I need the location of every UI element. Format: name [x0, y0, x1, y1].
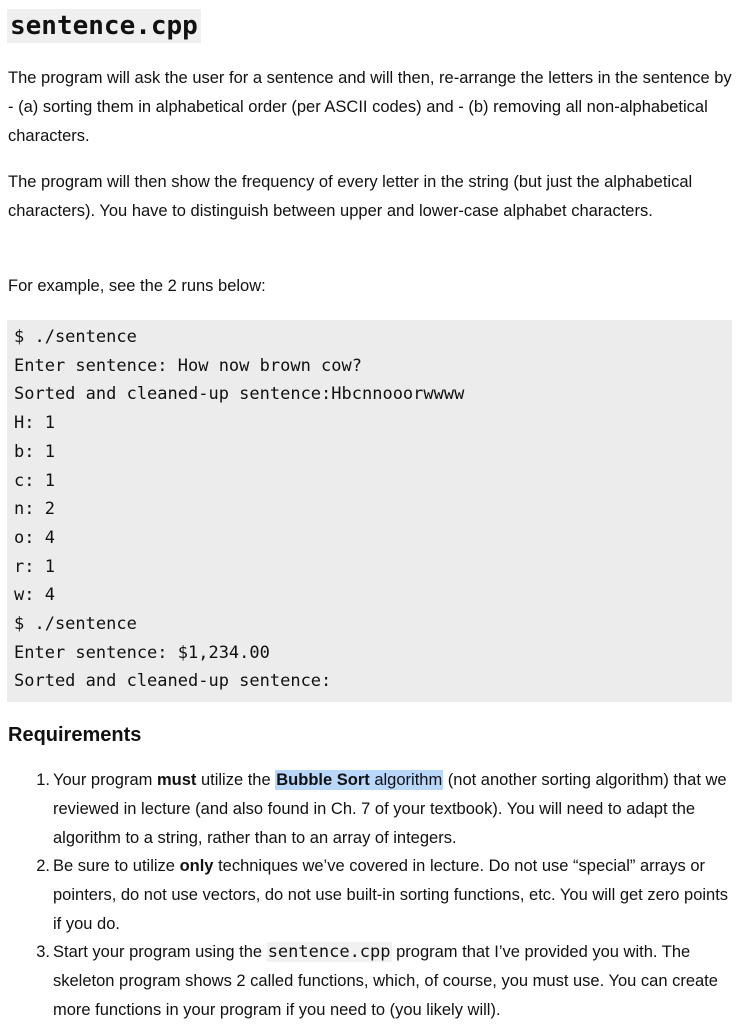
code-line: n: 2 [14, 499, 55, 520]
code-line: $ ./sentence [14, 327, 137, 347]
text-run: program that I’ve provided you with. The skeleton program shows 2 called functions, which, of course, you must use. You can create more functions in your program if you need to (you likely will). [53, 943, 718, 1019]
text-run: Start your program using the [53, 943, 267, 961]
list-number: 3. [36, 943, 50, 961]
code-line: r: 1 [14, 556, 55, 577]
page-title: sentence.cpp [7, 9, 201, 43]
code-line: $ ./sentence [14, 614, 137, 634]
inline-code-filename: sentence.cpp [267, 942, 391, 962]
requirement-text [53, 938, 733, 1025]
intro-paragraph-2: The program will then show the frequency of every letter in the string (but just the alphabetical characters). You have to distinguish between upper and lower-case alphabet characters. [8, 173, 693, 220]
emphasis-only: only [179, 857, 214, 875]
requirement-text [53, 852, 733, 939]
bubble-sort-link-bold[interactable]: Bubble Sort [276, 771, 370, 789]
text-run: Your program [53, 771, 157, 789]
list-number: 2. [36, 857, 50, 875]
bubble-sort-link[interactable] [275, 770, 443, 790]
intro-paragraph-1: The program will ask the user for a sentence and will then, re-arrange the letters in the sentence by - (a) sorting them in alphabetical order (per ASCII codes) and - (b) removing all non-alphabetical characters. [8, 69, 732, 145]
code-line: Enter sentence: $1,234.00 [14, 642, 270, 663]
text-run: utilize the [196, 771, 276, 789]
code-line: w: 4 [14, 585, 55, 606]
intro-paragraph-3: For example, see the 2 runs below: [8, 277, 266, 295]
list-number: 1. [36, 771, 50, 789]
text-run: (not another sorting algorithm) that we reviewed in lecture (and also found in Ch. 7 of your textbook). You will need to adapt the algorithm to a string, rather than to an array of integers. [53, 771, 727, 847]
code-line: c: 1 [14, 470, 55, 491]
requirement-text [53, 766, 733, 853]
example-runs-code-block [7, 320, 732, 702]
code-line: Enter sentence: How now brown cow? [14, 355, 362, 376]
code-line: H: 1 [14, 413, 55, 434]
text-run: Be sure to utilize [53, 857, 180, 875]
code-line: b: 1 [14, 441, 55, 462]
bubble-sort-link-rest[interactable]: algorithm [369, 771, 443, 789]
text-run: techniques we’ve covered in lecture. Do not use “special” arrays or pointers, do not use vectors, do not use built-in sorting functions, etc. You will get zero points if you do. [53, 857, 729, 933]
emphasis-must: must [156, 771, 197, 789]
code-line: Sorted and cleaned-up sentence: [14, 671, 332, 692]
code-line: Sorted and cleaned-up sentence:Hbcnnooorwwww [14, 384, 465, 405]
code-line: o: 4 [14, 527, 55, 548]
requirements-heading: Requirements [8, 724, 142, 746]
